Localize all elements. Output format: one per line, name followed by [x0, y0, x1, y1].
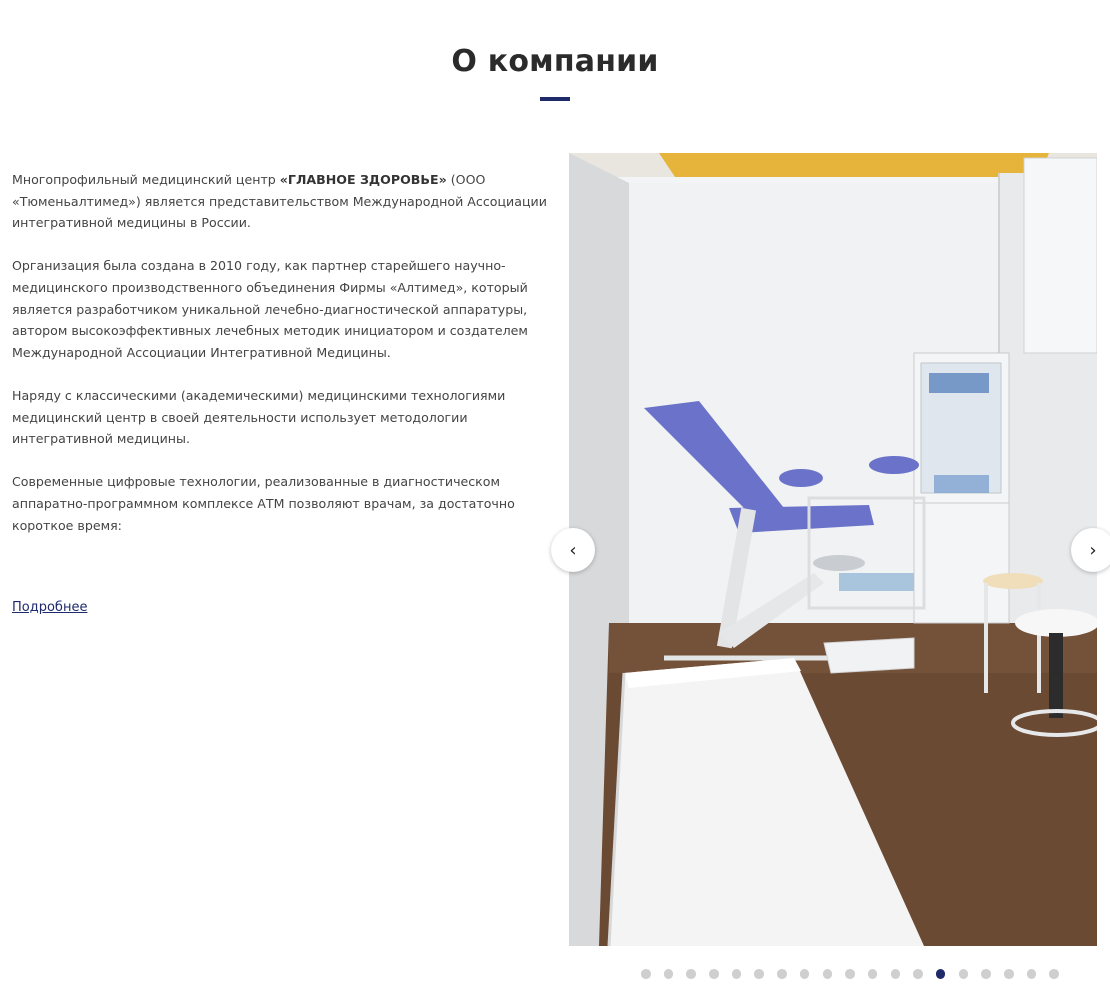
more-link[interactable]: Подробнее: [12, 600, 88, 615]
slider-dot[interactable]: [913, 969, 923, 979]
slider-dot[interactable]: [800, 969, 810, 979]
paragraph-technology: Современные цифровые технологии, реализованные в диагностическом аппаратно-программном комплексе АТМ позволяют врачам, за достаточно короткое время:: [12, 474, 515, 533]
slider-dot[interactable]: [1027, 969, 1037, 979]
slider-pagination: [641, 969, 1059, 979]
slider-dot[interactable]: [664, 969, 674, 979]
slider-dot[interactable]: [868, 969, 878, 979]
title-underline: [540, 97, 570, 101]
slider-dot[interactable]: [777, 969, 787, 979]
slider-dot[interactable]: [732, 969, 742, 979]
slider-dot[interactable]: [709, 969, 719, 979]
slider-dot[interactable]: [1004, 969, 1014, 979]
slider-dot-active[interactable]: [936, 969, 946, 979]
slider-next-button[interactable]: [1071, 528, 1110, 572]
about-text: [12, 169, 557, 558]
slider-dot[interactable]: [891, 969, 901, 979]
slider-dot[interactable]: [823, 969, 833, 979]
slider-dot[interactable]: [959, 969, 969, 979]
slider-dot[interactable]: [1049, 969, 1059, 979]
paragraph-history: Организация была создана в 2010 году, как партнер старейшего научно-медицинского производственного объединения Фирмы «Алтимед», который является разработчиком уникальной лечебно-диагностической аппаратуры, автором высокоэффективных лечебных методик инициатором и создателем Международной Ассоциации Интегративной Медицины.: [12, 258, 528, 360]
paragraph-methods: Наряду с классическими (академическими) медицинскими технологиями медицинский центр в своей деятельности использует методологии интегративной медицины.: [12, 387, 506, 447]
slider-dot[interactable]: [754, 969, 764, 979]
slider-dot[interactable]: [686, 969, 696, 979]
slider-dot[interactable]: [845, 969, 855, 979]
paragraph-intro: Многопрофильный медицинский центр «ГЛАВНОЕ ЗДОРОВЬЕ» (ООО «Тюменьалтимед») является представительством Международной Ассоциации интегративной медицины в России.: [12, 172, 547, 231]
slide-image-exam-room: [569, 153, 1097, 946]
company-name: «ГЛАВНОЕ ЗДОРОВЬЕ»: [279, 172, 447, 187]
image-slider: [569, 153, 1097, 946]
section-title: О компании: [451, 44, 659, 79]
slider-prev-button[interactable]: [551, 528, 595, 572]
slider-dot[interactable]: [981, 969, 991, 979]
slider-dot[interactable]: [641, 969, 651, 979]
chevron-left-icon: ‹: [569, 539, 577, 561]
chevron-right-icon: ›: [1089, 539, 1097, 561]
